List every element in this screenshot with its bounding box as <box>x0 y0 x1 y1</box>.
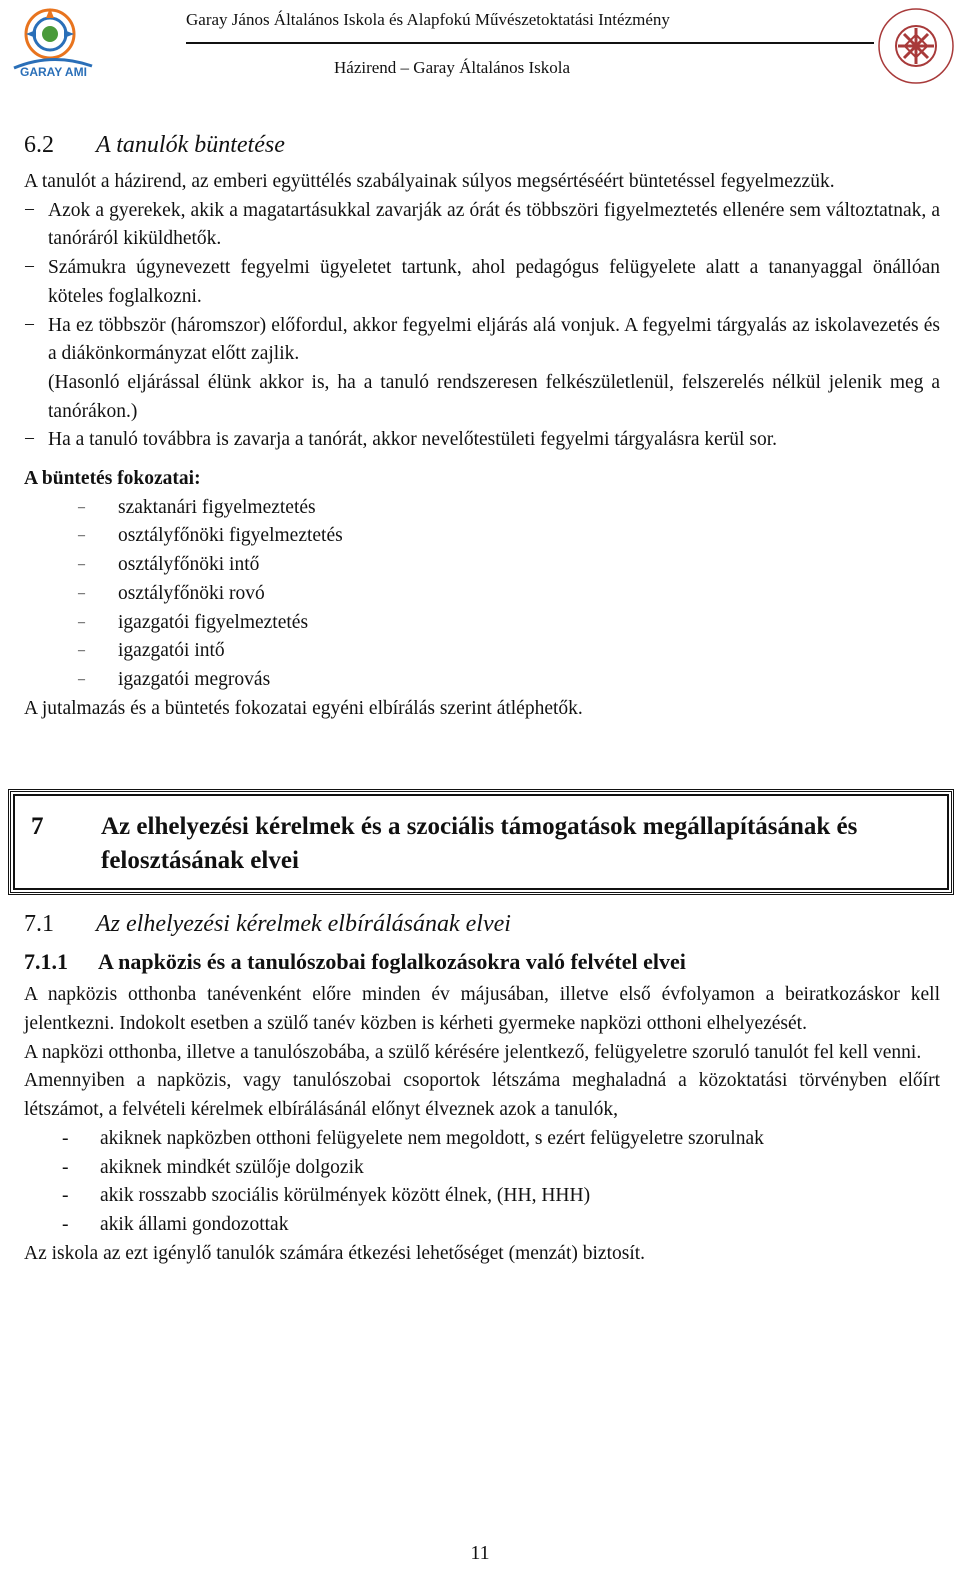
document-body <box>24 128 940 1268</box>
page-number: 11 <box>470 1542 490 1564</box>
list-item: – osztályfőnöki intő <box>24 551 940 580</box>
list-item: - akik rosszabb szociális körülmények között élnek, (HH, HHH) <box>24 1182 940 1211</box>
page-header <box>0 0 960 100</box>
criteria-list <box>24 1125 940 1240</box>
list-item: - akiknek mindkét szülője dolgozik <box>24 1154 940 1183</box>
rule-item: − Ha a tanuló továbbra is zavarja a tanórát, akkor nevelőtestületi fegyelmi tárgyalásra kerül sor. <box>24 426 940 455</box>
school-logo <box>6 4 98 80</box>
list-item: - akiknek napközben otthoni felügyelete nem megoldott, s ezért felügyeletre szorulnak <box>24 1125 940 1154</box>
section-number: 7.1 <box>24 911 54 938</box>
list-item: – igazgatói figyelmeztetés <box>24 609 940 638</box>
list-item: – osztályfőnöki figyelmeztetés <box>24 522 940 551</box>
section-7-1-1-heading <box>24 947 940 977</box>
section-number: 6.2 <box>24 132 54 158</box>
list-item: – osztályfőnöki rovó <box>24 580 940 609</box>
closing-paragraph: A jutalmazás és a büntetés fokozatai egyéni elbírálás szerint átléphetők. <box>24 697 583 719</box>
parenthetical-note: (Hasonló eljárással élünk akkor is, ha a tanuló rendszeresen felkészületlenül, felszerelés nélkül jelenik meg a tanórákon.) <box>48 371 940 422</box>
section-6-2-heading <box>24 128 940 162</box>
section-number: 7 <box>31 813 44 841</box>
list-item: – igazgatói intő <box>24 637 940 666</box>
section-title: Az elhelyezési kérelmek elbírálásának elvei <box>96 911 511 938</box>
section-number: 7.1.1 <box>24 949 68 975</box>
section-title: A tanulók büntetése <box>96 132 285 158</box>
section-title: A napközis és a tanulószobai foglalkozásokra való felvétel elvei <box>98 949 686 975</box>
header-rule <box>186 42 874 44</box>
levels-heading: A büntetés fokozatai: <box>24 468 201 490</box>
rule-item: − Ha ez többször (háromszor) előfordul, akkor fegyelmi eljárás alá vonjuk. A fegyelmi tárgyalás az iskolavezetés és a diákönkormányzat előtt zajlik. <box>24 312 940 369</box>
section-7-1-heading <box>24 907 940 941</box>
list-item: - akik állami gondozottak <box>24 1211 940 1240</box>
rule-item: − Azok a gyerekek, akik a magatartásukkal zavarják az órát és többszöri figyelmeztetés ellenére sem változtatnak, a tanóráról kiküldhetők. <box>24 197 940 254</box>
header-title: Garay János Általános Iskola és Alapfokú Művészetoktatási Intézmény <box>186 10 670 29</box>
list-item: – igazgatói megrovás <box>24 666 940 695</box>
section-title: Az elhelyezési kérelmek és a szociális támogatások megállapításának és felosztásának elvei <box>101 813 858 875</box>
punishment-levels-list <box>24 494 940 695</box>
logo-left-text: GARAY AMI <box>20 65 87 79</box>
intro-paragraph: A tanulót a házirend, az emberi együttélés szabályainak súlyos megsértéséért büntetéssel fegyelmezzük. <box>24 171 835 192</box>
paragraph: Amennyiben a napközis, vagy tanulószobai csoportok létszáma meghaladná a közoktatási törvényben előírt létszámot, a felvételi kérelmek elbírálásánál előnyt élveznek azok a tanulók, <box>24 1070 940 1121</box>
paragraph: A napközis otthonba tanévenként előre minden év májusában, illetve első évfolyamon a beiratkozáskor kell jelentkezni. Indokolt esetben a szülő tanév közben is kérheti gyermeke napközi otthoni elhelyezését. <box>24 984 940 1035</box>
section-7-heading-box <box>8 789 954 895</box>
quality-seal-logo <box>876 6 956 86</box>
header-subtitle: Házirend – Garay Általános Iskola <box>334 58 571 77</box>
rule-item: − Számukra úgynevezett fegyelmi ügyeletet tartunk, ahol pedagógus felügyelete alatt a tananyaggal önállóan köteles foglalkozni. <box>24 254 940 311</box>
list-item: – szaktanári figyelmeztetés <box>24 494 940 523</box>
paragraph: Az iskola az ezt igénylő tanulók számára étkezési lehetőséget (menzát) biztosít. <box>24 1242 646 1264</box>
paragraph: A napközi otthonba, illetve a tanulószobába, a szülő kérésére jelentkező, felügyeletre szoruló tanulót fel kell venni. <box>24 1041 922 1063</box>
